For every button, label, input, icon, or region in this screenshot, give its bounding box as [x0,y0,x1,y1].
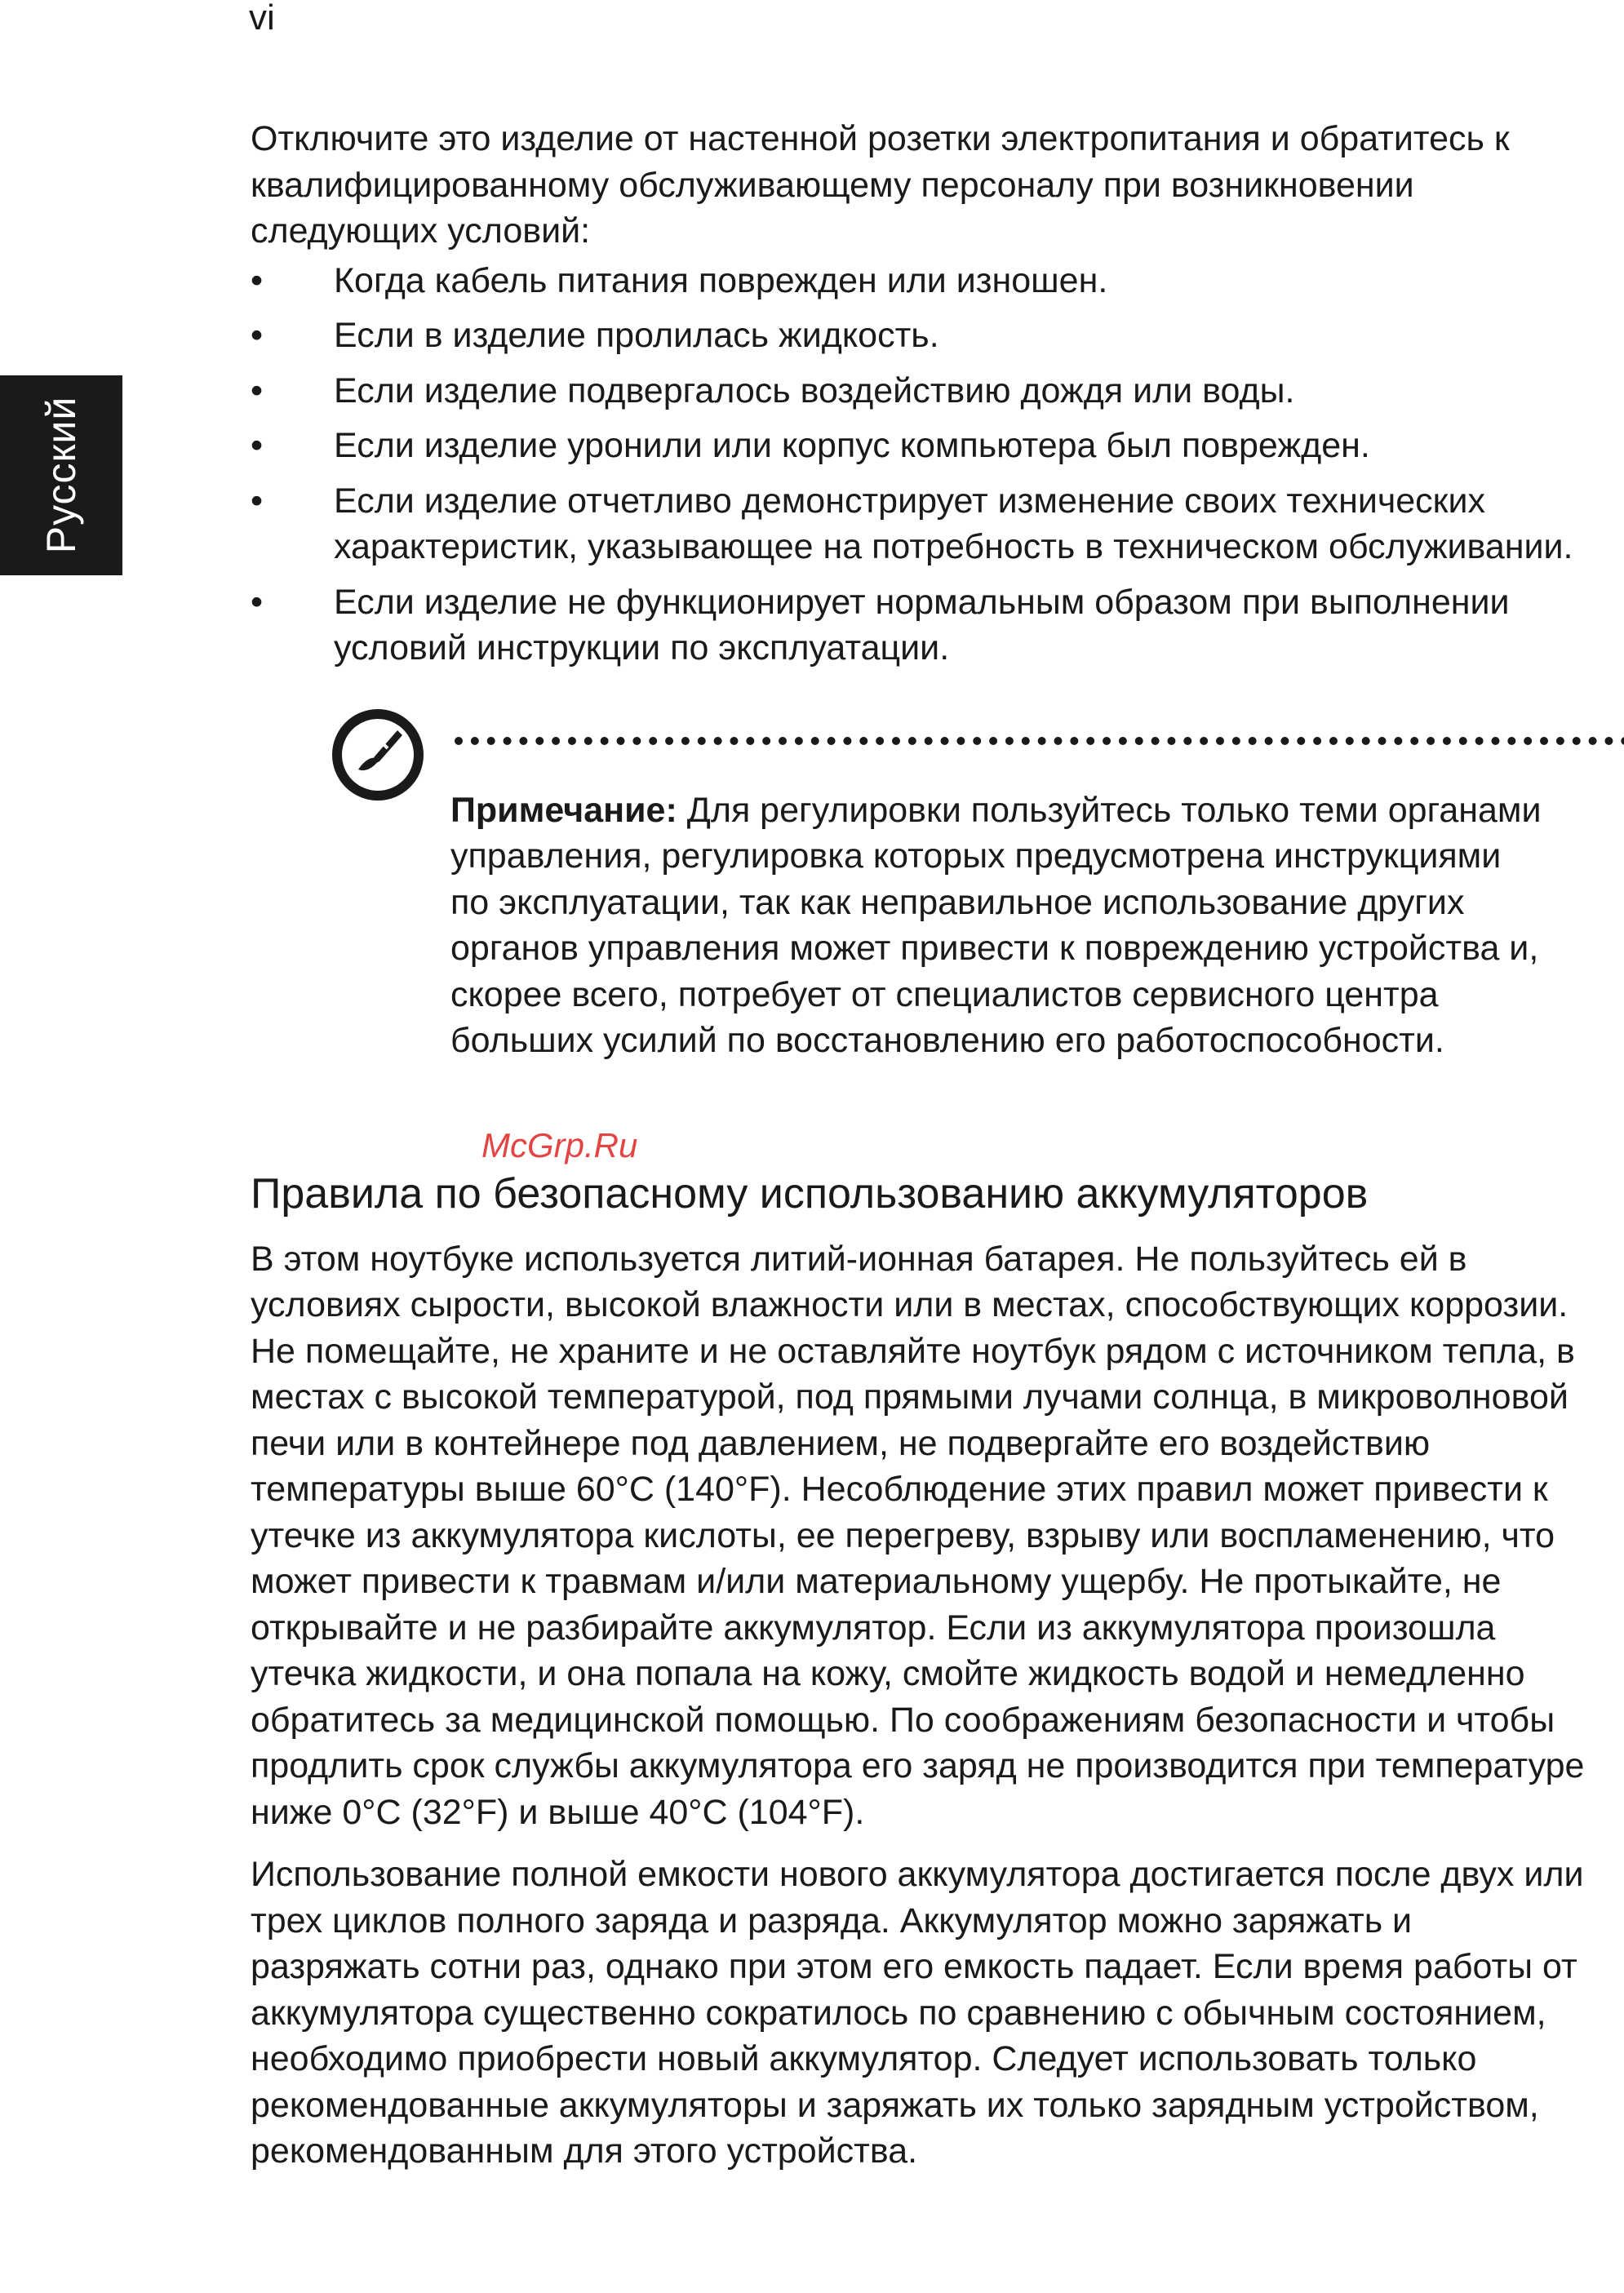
list-item-text: Если изделие подвергалось воздействию дождя или воды. [334,370,1295,410]
language-side-tab-label: Русский [38,396,84,554]
list-item [251,579,1589,672]
note-label: Примечание: [450,790,677,830]
list-item-text: Если изделие уронили или корпус компьютера был поврежден. [334,426,1370,465]
note-body: Для регулировки пользуйтесь только теми органами управления, регулировка которых предусмотрена инструкциями по эксплуатации, так как неправильное использование других органов управления может привести к повреждению устройства и, скорее всего, потребует от специалистов сервисного центра больших усилий по восстановлению его работоспособности. [450,790,1542,1060]
bullet-icon: • [251,582,264,622]
list-item [251,478,1589,570]
section-heading: Правила по безопасному использованию аккумуляторов [251,1169,1369,1217]
note-pen-icon [329,706,427,804]
bullet-icon: • [251,426,264,465]
section-paragraph: Использование полной емкости нового аккумулятора достигается после двух или трех циклов полного заряда и разряда. Аккумулятор можно заряжать и разряжать сотни раз, однако при этом его емкость падает. Если время работы от аккумулятора существенно сократилось по сравнению с обычным состоянием, необходимо приобрести новый аккумулятор. Следует использовать только рекомендованные аккумуляторы и заряжать их только зарядным устройством, рекомендованным для этого устройства. [251,1855,1584,2171]
list-item [251,423,1589,469]
page-number: vi [249,0,275,38]
bullet-icon: • [251,370,264,410]
language-side-tab [0,375,122,575]
bullet-icon: • [251,481,264,521]
note-box [251,706,1589,1130]
list-item [251,313,1589,359]
section-paragraph: В этом ноутбуке используется литий-ионная батарея. Не пользуйтесь ей в условиях сырости, высокой влажности или в местах, способствующих коррозии. Не помещайте, не храните и не оставляйте ноутбук рядом с источником тепла, в местах с высокой температурой, под прямыми лучами солнца, в микроволновой печи или в контейнере под давлением, не подвергайте его воздействию температуры выше 60°C (140°F). Несоблюдение этих правил может привести к утечке из аккумулятора кислоты, ее перегреву, взрыву или воспламенению, что может привести к травмам и/или материальному ущербу. Не протыкайте, не открывайте и не разбирайте аккумулятор. Если из аккумулятора произошла утечка жидкости, и она попала на кожу, смойте жидкость водой и немедленно обратитесь за медицинской помощью. По соображениям безопасности и чтобы продлить срок службы аккумулятора его заряд не производится при температуре ниже 0°C (32°F) и выше 40°C (104°F). [251,1239,1585,1832]
intro-paragraph: Отключите это изделие от настенной розетки электропитания и обратитесь к квалифицированному обслуживающему персоналу при возникновении следующих условий: [251,119,1510,251]
note-text [450,787,1544,1064]
list-item-text: Если изделие отчетливо демонстрирует изменение своих технических характеристик, указывающее на потребность в техническом обслуживании. [334,481,1573,566]
conditions-list [251,258,1589,672]
list-item-text: Если в изделие пролилась жидкость. [334,316,939,355]
bullet-icon: • [251,260,264,300]
watermark: McGrp.Ru [481,1126,638,1164]
list-item [251,368,1589,415]
page-content [251,116,1589,2191]
list-item [251,258,1589,304]
list-item-text: Когда кабель питания поврежден или изношен. [334,260,1108,300]
bullet-icon: • [251,316,264,355]
list-item-text: Если изделие не функционирует нормальным образом при выполнении условий инструкции по эксплуатации. [334,582,1510,667]
note-dotted-divider [455,737,1624,745]
